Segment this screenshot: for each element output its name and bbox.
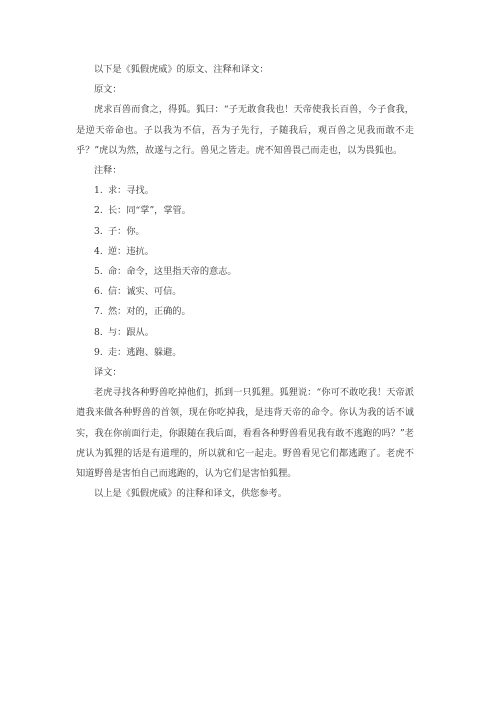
- closing-line: 以上是《狐假虎威》的注释和译文，供您参考。: [94, 488, 287, 500]
- note-item: [76, 323, 414, 343]
- note-item: [76, 302, 414, 322]
- notes-heading: 注释：: [94, 165, 122, 177]
- translation-heading: 译文：: [94, 367, 122, 379]
- note-text: 信：诚实、可信。: [108, 286, 182, 298]
- original-text: 虎求百兽而食之，得狐。狐曰：“子无敢食我也！天帝使我长百兽，今子食我，是逆天帝命也。子以我为不信，吾为子先行，子随我后，观百兽之见我而敢不走乎？”虎以为然，故遂与之行。兽见之皆走。虎不知兽畏己而走也，以为畏狐也。: [76, 104, 414, 156]
- note-text: 子：你。: [108, 225, 145, 237]
- note-text: 走：逃跑、躲避。: [108, 346, 182, 358]
- note-item: [76, 242, 414, 262]
- note-text: 逆：违抗。: [108, 245, 154, 257]
- note-text: 求：寻找。: [108, 185, 154, 197]
- note-number: 9.: [94, 346, 103, 358]
- note-number: 2.: [94, 205, 103, 217]
- note-item: [76, 343, 414, 363]
- notes-list: [76, 181, 414, 363]
- note-text: 长：同“掌”，掌管。: [108, 205, 191, 217]
- intro-line: 以下是《狐假虎威》的原文、注释和译文：: [94, 64, 269, 75]
- note-text: 与：跟从。: [108, 326, 154, 338]
- document-body: [76, 60, 414, 504]
- note-item: [76, 222, 414, 242]
- note-number: 5.: [94, 266, 103, 278]
- note-number: 8.: [94, 326, 103, 338]
- note-text: 然：对的，正确的。: [108, 306, 191, 318]
- note-number: 3.: [94, 225, 103, 237]
- translation-text: 老虎寻找各种野兽吃掉他们，抓到一只狐狸。狐狸说：“你可不敢吃我！天帝派遣我来做各种野兽的首领，现在你吃掉我，是违背天帝的命令。你认为我的话不诚实，我在你前面行走，你跟随在我后面，看看各种野兽看见我有敢不逃跑的吗？”老虎认为狐狸的话是有道理的，所以就和它一起走。野兽看见它们都逃跑了。老虎不知道野兽是害怕自己而逃跑的，认为它们是害怕狐狸。: [76, 387, 414, 480]
- original-heading: 原文：: [94, 84, 122, 96]
- note-text: 命：命令，这里指天帝的意志。: [108, 266, 237, 278]
- note-number: 6.: [94, 286, 103, 298]
- note-number: 1.: [94, 185, 103, 197]
- note-item: [76, 262, 414, 282]
- note-item: [76, 181, 414, 201]
- note-item: [76, 201, 414, 221]
- note-number: 4.: [94, 245, 103, 257]
- note-item: [76, 282, 414, 302]
- note-number: 7.: [94, 306, 103, 318]
